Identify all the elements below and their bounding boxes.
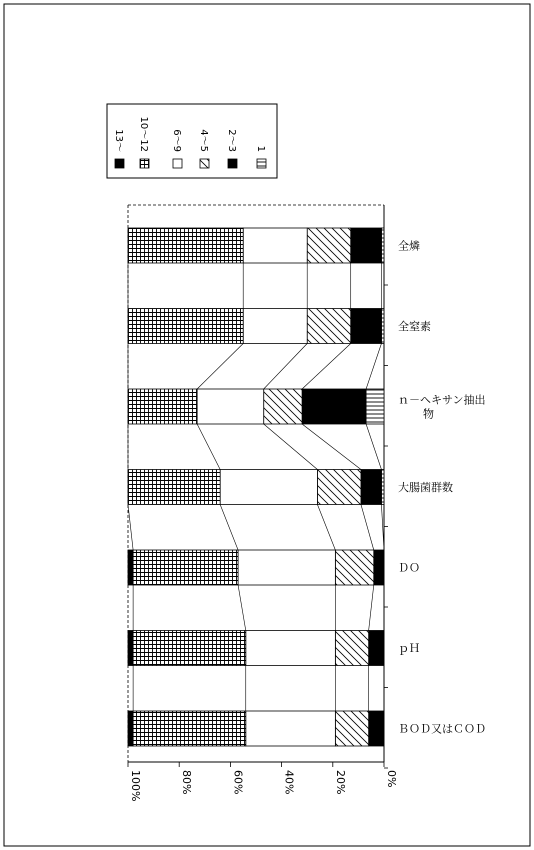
bar-segment-4-4 [133, 550, 238, 585]
category-label-0: 全燐 [398, 239, 420, 253]
connector-1-1 [366, 344, 381, 390]
legend-box [107, 104, 277, 178]
bar-segment-5-1 [369, 631, 384, 666]
category-label-3: 大腸菌群数 [398, 481, 453, 494]
category-label-5: ｐＨ [398, 642, 420, 655]
bar-segment-6-2 [335, 711, 368, 746]
connector-2-1 [366, 424, 381, 470]
bar-segment-3-2 [317, 470, 361, 505]
bar-segment-3-4 [128, 470, 220, 505]
x-tick-label-0: 0% [385, 770, 398, 788]
bar-segment-2-1 [302, 389, 366, 424]
bar-segment-1-2 [307, 309, 351, 344]
bar-segment-5-2 [335, 631, 368, 666]
connector-1-2 [302, 344, 351, 390]
bar-segment-0-4 [128, 228, 243, 263]
legend-swatch-2 [173, 159, 182, 168]
bar-segment-2-2 [264, 389, 302, 424]
connector-4-4 [238, 585, 246, 631]
connector-2-4 [197, 424, 220, 470]
bar-segment-0-1 [351, 228, 382, 263]
bar-segment-1-3 [243, 309, 307, 344]
x-tick-label-2: 40% [282, 770, 296, 795]
legend-swatch-0 [115, 159, 124, 168]
connector-3-5 [128, 505, 133, 551]
bar-segment-6-1 [369, 711, 384, 746]
legend-swatch-1 [140, 159, 149, 168]
legend-swatch-5 [257, 159, 266, 168]
legend-swatch-3 [200, 159, 209, 168]
category-label-2: ｎ－ヘキサン抽出物 [398, 393, 486, 421]
bar-segment-6-4 [133, 711, 246, 746]
bar-segment-3-1 [361, 470, 381, 505]
bar-segment-2-3 [197, 389, 264, 424]
connector-1-4 [197, 344, 243, 390]
bar-segment-1-1 [351, 309, 382, 344]
legend-label-2: 6～9 [171, 129, 182, 152]
bar-segment-2-0 [366, 389, 384, 424]
connector-4-2 [369, 585, 374, 631]
connector-3-2 [361, 505, 374, 551]
legend-label-5: 1 [255, 145, 266, 152]
bar-segment-0-3 [243, 228, 307, 263]
bar-segment-5-3 [246, 631, 336, 666]
legend-label-1: 10～12 [138, 116, 149, 152]
category-labels [398, 239, 486, 736]
connector-2-2 [302, 424, 361, 470]
bar-segment-1-4 [128, 309, 243, 344]
category-label-1: 全窒素 [398, 320, 431, 333]
legend-label-3: 4～5 [198, 129, 209, 152]
bar-segment-4-2 [335, 550, 373, 585]
bar-segment-0-2 [307, 228, 351, 263]
bars [128, 228, 384, 746]
bar-segment-5-5 [128, 631, 133, 666]
x-tick-label-1: 20% [333, 770, 347, 795]
category-label-6: ＢＯＤ又はＣＯＤ [398, 722, 486, 736]
connector-3-4 [220, 505, 238, 551]
x-tick-label-3: 60% [231, 770, 245, 795]
bar-segment-4-5 [128, 550, 133, 585]
legend-label-0: 13～ [113, 129, 124, 152]
bar-segment-4-3 [238, 550, 335, 585]
bar-segment-5-4 [133, 631, 246, 666]
legend-label-4: 2～3 [226, 129, 237, 152]
bar-segment-4-1 [374, 550, 384, 585]
bar-segment-3-3 [220, 470, 317, 505]
bar-segment-6-3 [246, 711, 336, 746]
legend-swatch-4 [228, 159, 237, 168]
connector-1-3 [264, 344, 308, 390]
x-tick-label-4: 80% [180, 770, 194, 795]
category-label-4: ＤＯ [398, 561, 420, 575]
x-tick-label-5: 100% [129, 770, 142, 802]
bar-segment-2-4 [128, 389, 197, 424]
connector-3-3 [317, 505, 335, 551]
legend [107, 104, 277, 178]
bar-segment-6-5 [128, 711, 133, 746]
connector-2-3 [264, 424, 318, 470]
